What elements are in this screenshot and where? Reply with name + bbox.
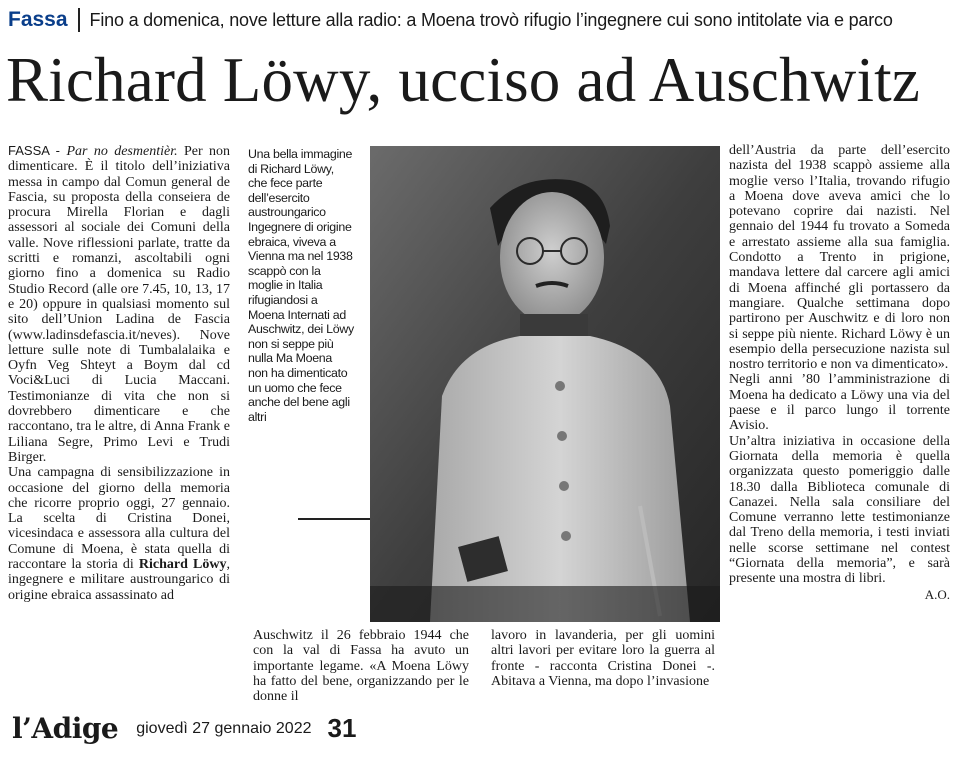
- photo-caption: Una bella immagine di Richard Löwy, che fece parte dell’esercito austroungarico Ingegnere di origine ebraica, viveva a Vienna ma nel 1938 scappò con la moglie in Italia rifugiandosi a Moena Internati ad Auschwitz, dei Löwy non si seppe più nulla Ma Moena non ha dimenticato un uomo che fece anche del bene agli altri: [248, 147, 354, 424]
- paragraph-text: Una campagna di sensibilizzazione in occasione del giorno della memoria che ricorre proprio oggi, 27 gennaio. La scelta di Cristina Donei, vicesindaca e assessora alla cultura del Comune di Moena, è stata quella di raccontare la storia di: [8, 465, 230, 573]
- paragraph: [8, 465, 230, 603]
- paragraph: dell’Austria da parte dell’esercito nazista del 1938 scappò assieme alla moglie verso l’Italia, trovando rifugio a Moena dove aveva amici che lo potevano coprire dai nazisti. Nel gennaio del 1944 fu trovato a Someda e arrestato assieme alla sua famiglia. Condotto a Trento in prigione, mandava lettere dal carcere agli amici di Moena affinché gli portassero da mangiare. Qualche settimana dopo partirono per Auschwitz e di loro non si seppe più niente. Richard Löwy è un esempio della persecuzione nazista sul nostro territorio e non va dimenticato».: [729, 143, 950, 373]
- section-label: Fassa: [8, 8, 68, 31]
- paragraph-text: Per non dimenticare. È il titolo dell’iniziativa messa in campo dal Comun general de Fascia, su proposta della conseiera de procura Mirella Florian e dagli assessori al sociale dei Comuni della valle. Nove riflessioni parlate, tratte da scritti e romanzi, ascoltabili ogni giorno fino a domenica su Radio Studio Record (alle ore 7.45, 10, 13, 17 e 20) oppure in qualsiasi momento sul sito dell’Union Ladina de Fascia (www.ladinsdefascia.it/neves). Nove letture sulle note di Tumbalalaika e Oyfn Veg Shteyt a Boym dal cd Voci&Luci di Lucia Maccani. Testimonianze di vita che non si dovrebbero dimenticare e che raccontano, tra le altre, di Anna Frank e Liliana Segre, Primo Levi e Trudi Birger.: [8, 144, 230, 465]
- kicker-text: Fino a domenica, nove letture alla radio: a Moena trovò rifugio l’ingegnere cui sono intitolate via e parco: [89, 10, 893, 30]
- newspaper-logo: l’Adige: [12, 712, 119, 745]
- kicker-line: [8, 6, 958, 36]
- issue-date: giovedì 27 gennaio 2022: [136, 719, 312, 737]
- page-number: 31: [327, 713, 357, 743]
- paragraph: [8, 143, 230, 465]
- page-footer: [12, 712, 356, 752]
- article-column-2: Auschwitz il 26 febbraio 1944 che con la val di Fassa ha avuto un importante legame. «A Moena Löwy ha fatto del bene, organizzando per le donne il: [253, 628, 469, 705]
- article-column-1: [8, 143, 230, 603]
- paragraph: Un’altra iniziativa in occasione della Giornata della memoria è quella organizzata questo pomeriggio dalle 18.30 dalla Biblioteca comunale di Canazei. Nella sala consiliare del Comune verranno lette testimonianze dal Treno della memoria, i testi inviati nelle scorse settimane nel contest “Giornata della memoria”, e sarà presente una mostra di libri.: [729, 433, 950, 587]
- paragraph: Negli anni ’80 l’amministrazione di Moena ha dedicato a Löwy una via del paese e il parco lungo il torrente Avisio.: [729, 372, 950, 434]
- author-signature: A.O.: [924, 586, 950, 602]
- article-column-3: lavoro in lavanderia, per gli uomini altri lavori per evitare loro la guerra al fronte - racconta Cristina Donei -. Abitava a Vienna, ma dopo l’invasione: [491, 628, 715, 689]
- portrait-photo: [370, 146, 720, 622]
- kicker-divider: [78, 8, 80, 32]
- lead-italic: Par no desmentièr.: [66, 144, 178, 159]
- dateline: FASSA -: [8, 143, 67, 158]
- paragraph-text: , ingegnere e militare austroungarico di origine ebraica assassinato ad: [8, 557, 230, 603]
- bold-name: Richard Löwy: [138, 557, 227, 573]
- headline: Richard Löwy, ucciso ad Auschwitz: [6, 45, 921, 115]
- article-column-4: [729, 143, 950, 602]
- portrait-illustration: [370, 146, 720, 622]
